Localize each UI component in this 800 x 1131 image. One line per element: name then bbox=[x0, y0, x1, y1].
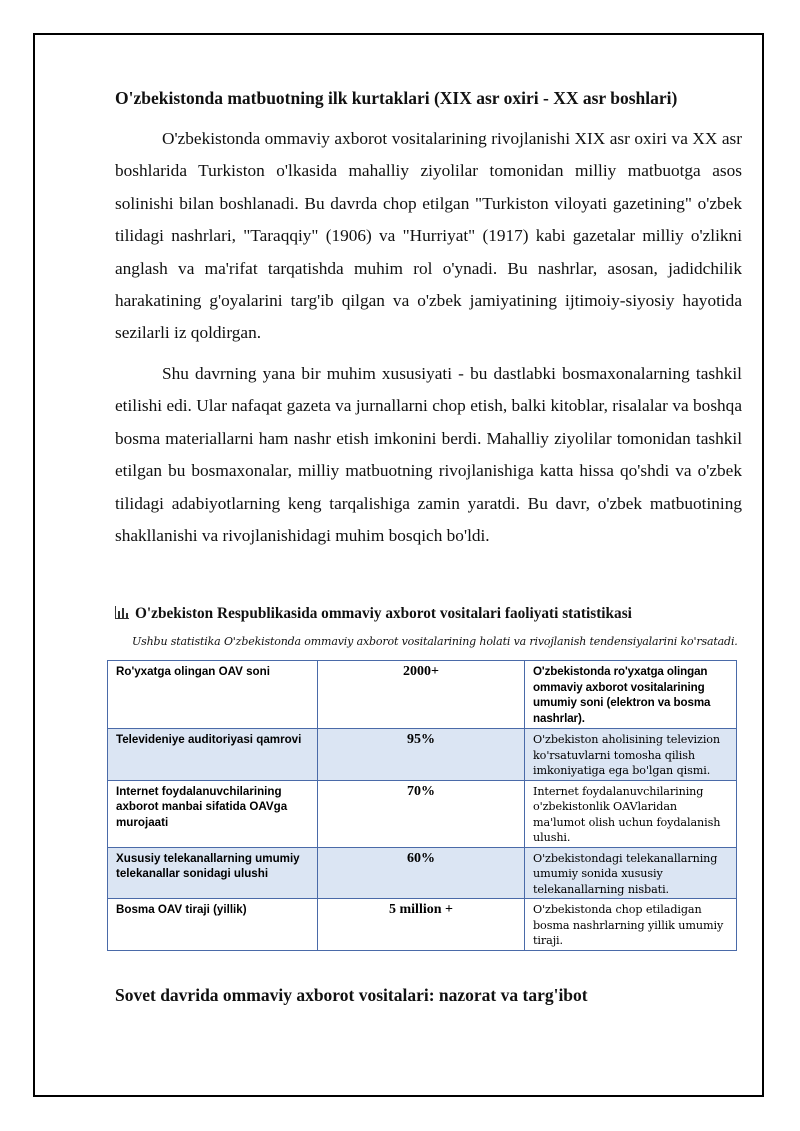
row-label: Ro'yxatga olingan OAV soni bbox=[108, 661, 318, 729]
stats-subtitle: Ushbu statistika O'zbekistonda ommaviy axborot vositalarining holati va rivojlanish tendensiyalarini ko'rsatadi. bbox=[132, 635, 738, 648]
row-value: 60% bbox=[318, 847, 525, 899]
paragraph: Shu davrning yana bir muhim xususiyati - bu dastlabki bosmaxonalarning tashkil etilishi edi. Ular nafaqat gazeta va jurnallarni chop etish, balki kitoblar, risalalar va boshqa bosma materiallarni ham nashr etish imkonini berdi. Mahalliy ziyolilar tomonidan tashkil etilgan bu bosmaxonalar, milliy matbuotning rivojlanishiga katta hissa qo'shdi va o'zbek tilidagi adabiyotlarning keng tarqalishiga zamin yaratdi. Bu davr, o'zbek matbuotining shakllanishi va rivojlanishidagi muhim bosqich bo'ldi. bbox=[115, 364, 742, 546]
stats-table bbox=[107, 660, 737, 951]
row-value: 5 million + bbox=[318, 899, 525, 951]
row-description: O'zbekistonda chop etiladigan bosma nashrlarning yillik umumiy tiraji. bbox=[525, 899, 737, 951]
table-row bbox=[108, 729, 737, 781]
row-label: Televideniye auditoriyasi qamrovi bbox=[108, 729, 318, 781]
section-heading: O'zbekistonda matbuotning ilk kurtaklari (XIX asr oxiri - XX asr boshlari) bbox=[115, 88, 678, 108]
row-label: Bosma OAV tiraji (yillik) bbox=[108, 899, 318, 951]
paragraph: O'zbekistonda ommaviy axborot vositalarining rivojlanishi XIX asr oxiri va XX asr boshlarida Turkiston o'lkasida mahalliy ziyolilar tomonidan milliy matbuotga asos solinishi bilan boshlanadi. Bu davrda chop etilgan "Turkiston viloyati gazetining" o'zbek tilidagi nashrlari, "Taraqqiy" (1906) va "Hurriyat" (1917) kabi gazetalar milliy o'zlikni anglash va ma'rifat tarqatishda muhim rol o'ynadi. Bu nashrlar, asosan, jadidchilik harakatining g'oyalarini targ'ib qilgan va o'zbek jamiyatining ijtimoiy-siyosiy hayotida sezilarli iz qoldirgan. bbox=[115, 129, 742, 343]
row-value: 95% bbox=[318, 729, 525, 781]
table-row bbox=[108, 899, 737, 951]
bar-chart-icon bbox=[115, 606, 129, 619]
row-value: 70% bbox=[318, 780, 525, 847]
row-description: Internet foydalanuvchilarining o'zbekistonlik OAVlaridan ma'lumot olish uchun foydalanish ulushi. bbox=[525, 780, 737, 847]
row-description: O'zbekistonda ro'yxatga olingan ommaviy axborot vositalarining umumiy soni (elektron va bosma nashrlar). bbox=[525, 661, 737, 729]
row-value: 2000+ bbox=[318, 661, 525, 729]
table-row bbox=[108, 780, 737, 847]
table-row bbox=[108, 661, 737, 729]
stats-title bbox=[115, 604, 755, 624]
table-row bbox=[108, 847, 737, 899]
row-label: Xususiy telekanallarning umumiy telekanallar sonidagi ulushi bbox=[108, 847, 318, 899]
row-description: O'zbekiston aholisining televizion ko'rsatuvlarni tomosha qilish imkoniyatiga ega bo'lgan qismi. bbox=[525, 729, 737, 781]
section-heading: Sovet davrida ommaviy axborot vositalari: nazorat va targ'ibot bbox=[115, 985, 588, 1005]
row-description: O'zbekistondagi telekanallarning umumiy sonida xususiy telekanallarning nisbati. bbox=[525, 847, 737, 899]
row-label: Internet foydalanuvchilarining axborot manbai sifatida OAVga murojaati bbox=[108, 780, 318, 847]
stats-title-text: O'zbekiston Respublikasida ommaviy axborot vositalari faoliyati statistikasi bbox=[135, 605, 632, 622]
